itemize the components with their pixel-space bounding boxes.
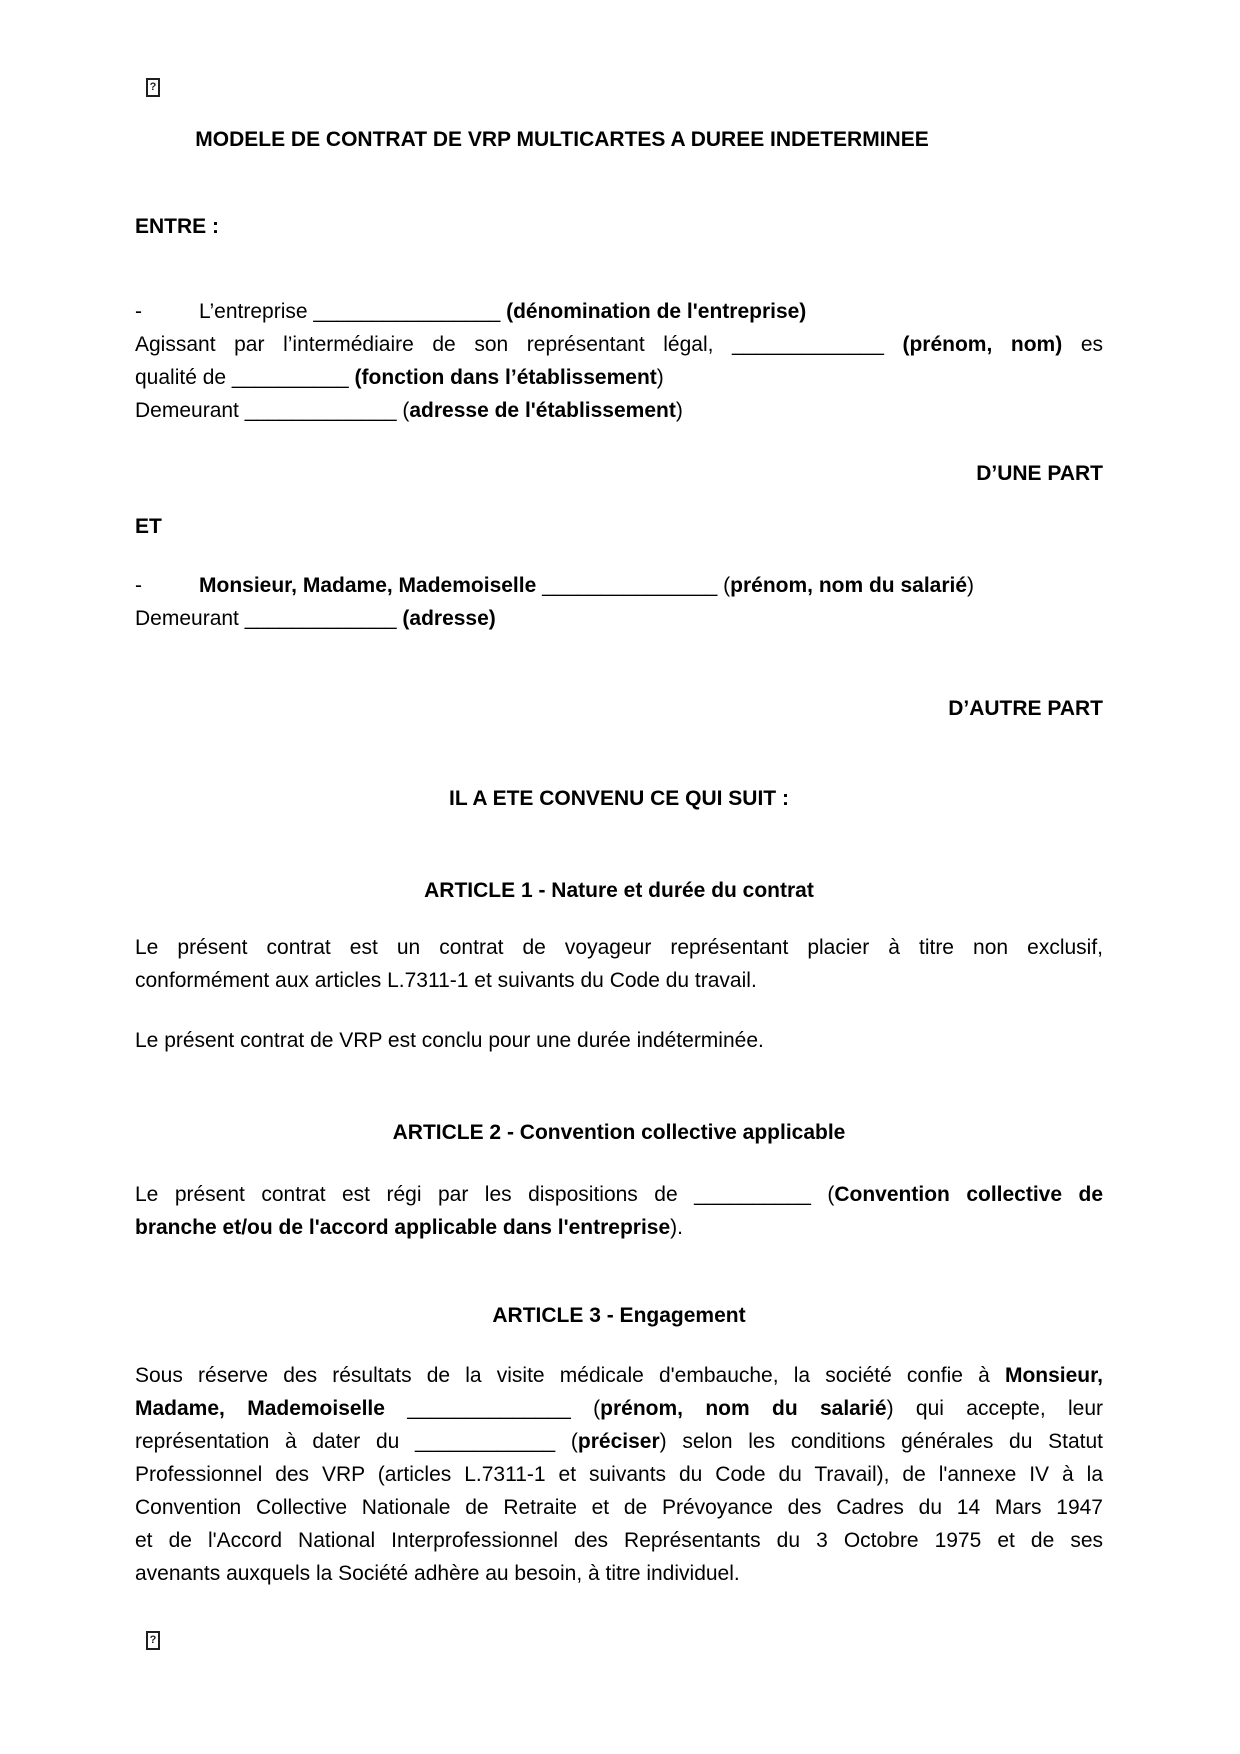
article3-paragraph-line4: Professionnel des VRP (articles L.7311-1 et suivants du Code du Travail), de l'annexe IV à la [135,1463,1103,1486]
dautre-part-label: D’AUTRE PART [948,697,1103,720]
party1-qualite-text: qualité de __________ [135,366,355,389]
party1-demeurant-paren: adresse de l'établissement [409,399,676,422]
article2-heading: ARTICLE 2 - Convention collective applicable [392,1121,846,1144]
article3-monsieur-bold: Monsieur, [1004,1364,1103,1387]
article3-paragraph-line1 [135,1359,1103,1392]
article1-paragraph2: Le présent contrat de VRP est conclu pour une durée indéterminée. [135,1029,764,1052]
article3-paren-bold: prénom, nom du salarié [600,1397,887,1420]
article3-paragraph-line2 [135,1392,1103,1425]
document-title: MODELE DE CONTRAT DE VRP MULTICARTES A DUREE INDETERMINEE [195,128,929,151]
article2-text: Le présent contrat est régi par les dispositions de __________ ( [135,1183,835,1206]
party1-qualite-close: ) [656,366,664,389]
article3-madame-bold: Madame, Mademoiselle [135,1397,385,1420]
article3-text4: ) selon les conditions générales du Statut [659,1430,1103,1453]
article3-text2: ) qui accepte, leur [886,1397,1104,1420]
article3-text3: représentation à dater du ____________ ( [135,1430,578,1453]
entre-heading: ENTRE : [135,215,219,238]
article3-preciser-bold: préciser [577,1430,660,1453]
article1-heading: ARTICLE 1 - Nature et durée du contrat [424,879,814,902]
party2-monsieur-blank: _______________ ( [536,574,731,597]
article2-close: ). [670,1216,683,1239]
party1-line-qualite [135,361,1103,394]
party1-qualite-paren: (fonction dans l’établissement [354,366,657,389]
party1-entreprise-paren: (dénomination de l'entreprise) [506,300,807,323]
missing-glyph-top-icon: ? [146,78,160,97]
article3-heading: ARTICLE 3 - Engagement [492,1304,746,1327]
article3-blank: ______________ ( [384,1397,601,1420]
article3-paragraph-line6: et de l'Accord National Interprofessionnel des Représentants du 3 Octobre 1975 et de ses [135,1529,1103,1552]
party2-line-monsieur [135,569,1103,602]
article2-paragraph-line1 [135,1178,1103,1211]
list-dash: - [135,574,142,597]
et-heading: ET [135,515,162,538]
party1-representant-text: Agissant par l’intermédiaire de son représentant légal, _____________ [135,333,903,356]
article1-paragraph1-line1: Le présent contrat est un contrat de voyageur représentant placier à titre non exclusif, [135,936,1103,959]
missing-glyph-bottom-icon: ? [146,1631,160,1650]
article3-paragraph-line3 [135,1425,1103,1458]
dune-part-label: D’UNE PART [976,462,1103,485]
party2-demeurant-paren: (adresse) [402,607,496,630]
party2-monsieur-close: ) [967,574,975,597]
article3-paragraph-line7: avenants auxquels la Société adhère au besoin, à titre individuel. [135,1562,740,1585]
party1-demeurant-text: Demeurant _____________ ( [135,399,410,422]
party1-entreprise-text: L’entreprise ________________ [199,300,507,323]
list-dash: - [135,300,142,323]
article2-paren-bold2: branche et/ou de l'accord applicable dans l'entreprise [135,1216,671,1239]
article3-text1: Sous réserve des résultats de la visite médicale d'embauche, la société confie à [135,1364,1005,1387]
article2-paragraph-line2 [135,1211,1103,1244]
party1-representant-paren: (prénom, nom) [902,333,1063,356]
party1-line-demeurant [135,394,1103,427]
article3-paragraph-line5: Convention Collective Nationale de Retraite et de Prévoyance des Cadres du 14 Mars 1947 [135,1496,1103,1519]
party1-representant-suffix: es [1062,333,1104,356]
party2-monsieur-text: Monsieur, Madame, Mademoiselle [199,574,537,597]
party1-demeurant-close: ) [675,399,683,422]
party2-line-demeurant [135,602,1103,635]
article2-paren-bold: Convention collective de [834,1183,1104,1206]
party1-line-representant [135,328,1103,361]
party1-line-entreprise [135,295,1103,328]
convenu-heading: IL A ETE CONVENU CE QUI SUIT : [449,787,789,810]
article1-paragraph1-line2: conformément aux articles L.7311-1 et suivants du Code du travail. [135,969,757,992]
party2-demeurant-text: Demeurant _____________ [135,607,403,630]
party2-monsieur-paren: prénom, nom du salarié [730,574,968,597]
